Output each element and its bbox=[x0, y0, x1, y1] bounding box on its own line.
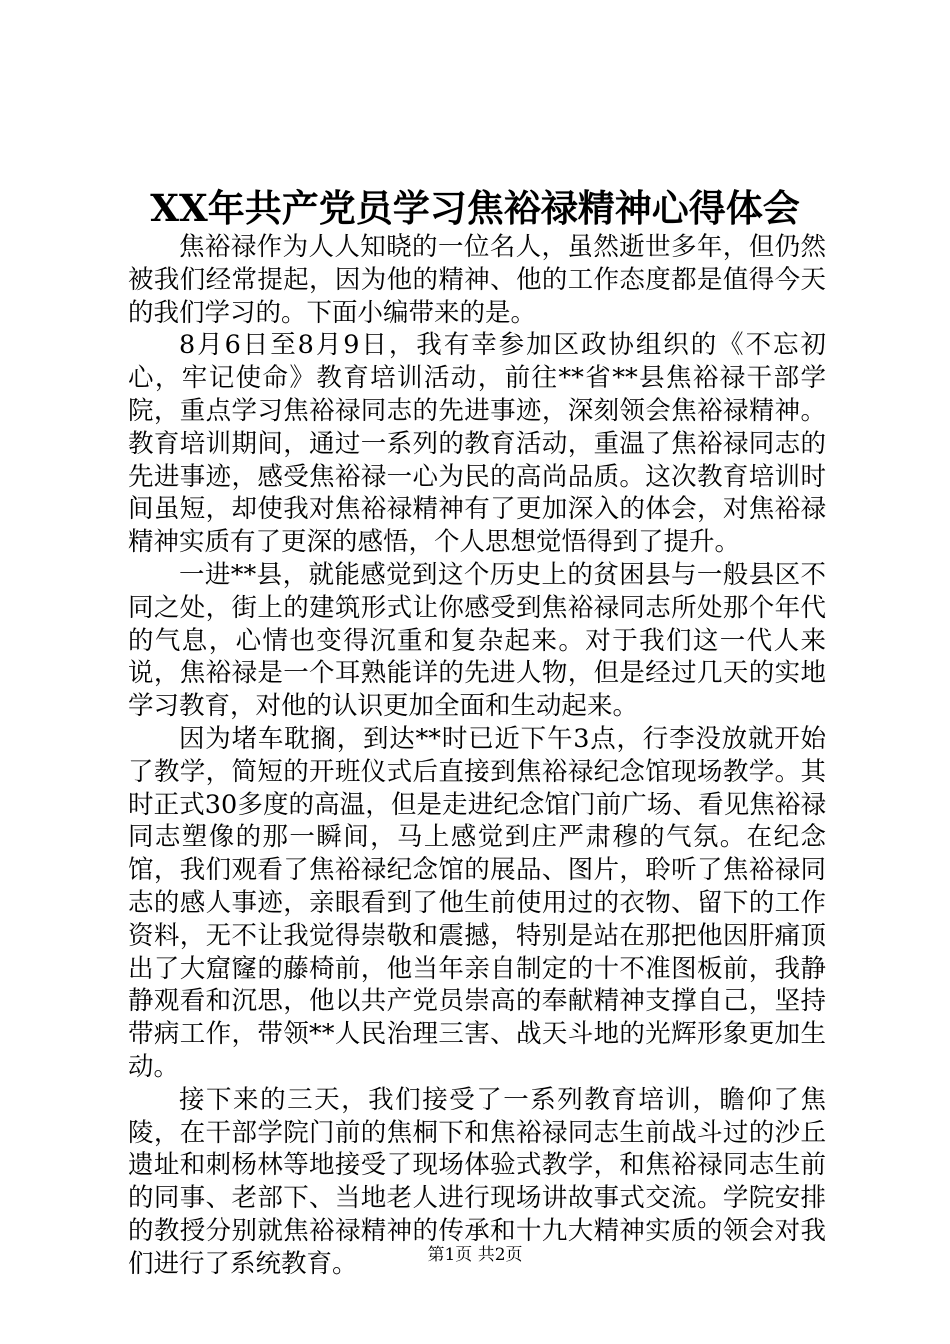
paragraph-4: 因为堵车耽搁，到达**时已近下午3点，行李没放就开始了教学，简短的开班仪式后直接到焦裕禄纪念馆现场教学。其时正式30多度的高温，但是走进纪念馆门前广场、看见焦裕禄同志塑像的那一瞬间，马上感觉到庄严肃穆的气氛。在纪念馆，我们观看了焦裕禄纪念馆的展品、图片，聆听了焦裕禄同志的感人事迹，亲眼看到了他生前使用过的衣物、留下的工作资料，无不让我觉得崇敬和震撼，特别是站在那把他因肝痛顶出了大窟窿的藤椅前，他当年亲自制定的十不准图板前，我静静观看和沉思，他以共产党员崇高的奉献精神支撑自己，坚持带病工作，带领**人民治理三害、战天斗地的光辉形象更加生动。 bbox=[128, 723, 826, 1082]
document-body bbox=[128, 231, 826, 1281]
document-title: XX年共产党员学习焦裕禄精神心得体会 bbox=[150, 186, 800, 230]
paragraph-2: 8月6日至8月9日，我有幸参加区政协组织的《不忘初心，牢记使命》教育培训活动，前往**省**县焦裕禄干部学院，重点学习焦裕禄同志的先进事迹，深刻领会焦裕禄精神。教育培训期间，通过一系列的教育活动，重温了焦裕禄同志的先进事迹，感受焦裕禄一心为民的高尚品质。这次教育培训时间虽短，却使我对焦裕禄精神有了更加深入的体会，对焦裕禄精神实质有了更深的感悟，个人思想觉悟得到了提升。 bbox=[128, 330, 826, 558]
paragraph-1: 焦裕禄作为人人知晓的一位名人，虽然逝世多年，但仍然被我们经常提起，因为他的精神、他的工作态度都是值得今天的我们学习的。下面小编带来的是。 bbox=[128, 232, 826, 328]
paragraph-5: 接下来的三天，我们接受了一系列教育培训，瞻仰了焦陵，在干部学院门前的焦桐下和焦裕禄同志生前战斗过的沙丘遗址和刺杨林等地接受了现场体验式教学，和焦裕禄同志生前的同事、老部下、当地老人进行现场讲故事式交流。学院安排的教授分别就焦裕禄精神的传承和十九大精神实质的领会对我们进行了系统教育。 bbox=[128, 1084, 826, 1279]
paragraph-3: 一进**县，就能感觉到这个历史上的贫困县与一般县区不同之处，街上的建筑形式让你感受到焦裕禄同志所处那个年代的气息，心情也变得沉重和复杂起来。对于我们这一代人来说，焦裕禄是一个耳熟能详的先进人物，但是经过几天的实地学习教育，对他的认识更加全面和生动起来。 bbox=[128, 559, 826, 722]
page-number-footer: 第1页 共2页 bbox=[427, 1245, 523, 1265]
